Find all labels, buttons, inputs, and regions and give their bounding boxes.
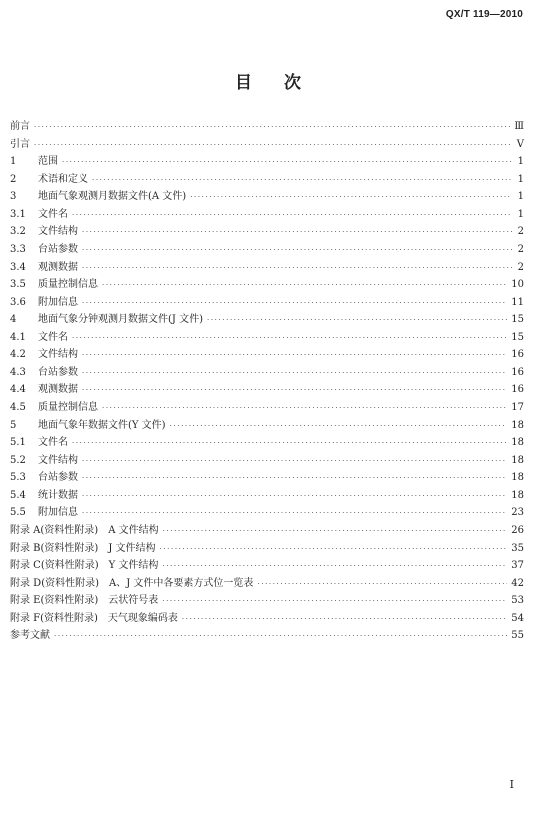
toc-leader-dots [162, 562, 507, 570]
toc-entry-text: 观测数据 [38, 384, 78, 396]
toc-entry-label [10, 205, 68, 220]
toc-entry-page: 16 [511, 349, 524, 361]
toc-entry[interactable] [10, 293, 524, 311]
toc-entry-page: 26 [511, 524, 524, 536]
toc-entry-label [10, 135, 30, 150]
toc-entry-text: 附加信息 [38, 296, 78, 308]
toc-entry-text: 文件结构 [38, 349, 78, 361]
toc-leader-dots [82, 492, 507, 500]
toc-entry-page: Ⅲ [514, 121, 524, 132]
toc-entry-text: 引言 [10, 138, 30, 150]
toc-leader-dots [82, 246, 512, 254]
title-char-2: 次 [284, 73, 301, 93]
toc-entry[interactable] [10, 258, 524, 276]
toc-entry[interactable] [10, 609, 524, 627]
toc-entry-text: 附录 D(资料性附录) A、J 文件中各要素方式位一览表 [10, 577, 254, 589]
toc-entry[interactable] [10, 433, 524, 451]
toc-entry[interactable] [10, 556, 524, 574]
toc-entry-label [10, 222, 78, 237]
toc-leader-dots [82, 457, 507, 465]
toc-entry[interactable] [10, 363, 524, 381]
toc-leader-dots [102, 404, 507, 412]
toc-leader-dots [82, 264, 512, 272]
toc-entry-number: 3.6 [10, 296, 26, 308]
toc-entry[interactable] [10, 539, 524, 557]
toc-entry-number: 4.5 [10, 402, 26, 413]
toc-leader-dots [162, 597, 507, 605]
toc-entry-label [10, 556, 158, 571]
toc-entry-text: 地面气象年数据文件(Y 文件) [38, 419, 166, 431]
toc-entry[interactable] [10, 503, 524, 521]
toc-entry[interactable] [10, 187, 524, 205]
toc-entry-page: 18 [511, 419, 524, 431]
toc-leader-dots [72, 334, 507, 342]
toc-entry-text: 质量控制信息 [38, 402, 98, 413]
toc-entry-page: 16 [511, 366, 524, 378]
toc-entry-number: 4 [10, 314, 17, 326]
toc-leader-dots [82, 351, 507, 359]
toc-entry-number: 3.4 [10, 261, 26, 273]
toc-entry-label [10, 398, 98, 413]
toc-entry-number: 3.1 [10, 208, 26, 220]
toc-leader-dots [34, 123, 510, 131]
toc-entry-page: 18 [511, 437, 524, 449]
toc-leader-dots [102, 281, 507, 289]
toc-entry-number: 3.2 [10, 226, 26, 238]
toc-entry-text: 附录 C(资料性附录) Y 文件结构 [10, 560, 159, 572]
toc-entry-label [10, 328, 68, 343]
toc-entry[interactable] [10, 240, 524, 258]
toc-entry[interactable] [10, 451, 524, 469]
toc-entry-label [10, 574, 253, 589]
toc-entry-page: 1 [517, 156, 524, 168]
toc-entry-page: 18 [511, 454, 524, 466]
toc-entry[interactable] [10, 345, 524, 363]
standard-code: QX/T 119—2010 [445, 9, 523, 20]
toc-entry-text: 地面气象观测月数据文件(A 文件) [38, 191, 187, 203]
toc-entry-label [10, 170, 88, 185]
toc-entry-page: 17 [511, 402, 524, 413]
toc-entry-label [10, 486, 78, 501]
toc-entry-page: 18 [511, 472, 524, 484]
toc-entry[interactable] [10, 626, 524, 644]
toc-entry-text: 范围 [38, 156, 58, 168]
toc-entry-number: 4.3 [10, 366, 26, 378]
title-char-1: 目 [235, 73, 252, 93]
toc-leader-dots [92, 176, 512, 184]
toc-entry-page: 37 [511, 560, 524, 572]
toc-entry-label [10, 240, 78, 255]
toc-entry-text: 附录 A(资料性附录) A 文件结构 [10, 524, 159, 536]
toc-leader-dots [72, 211, 512, 219]
toc-entry-label [10, 345, 78, 360]
page-title [0, 68, 536, 93]
toc-leader-dots [163, 527, 508, 535]
toc-entry-number: 5 [10, 419, 17, 431]
toc-entry[interactable] [10, 468, 524, 486]
toc-entry-page: 10 [511, 279, 524, 291]
toc-entry-text: 文件结构 [38, 454, 78, 466]
toc-entry-label [10, 521, 159, 536]
toc-entry-page: 1 [517, 173, 524, 185]
toc-leader-dots [72, 439, 507, 447]
toc-entry-page: 2 [517, 226, 524, 238]
toc-entry-label [10, 539, 156, 554]
toc-entry[interactable] [10, 380, 524, 398]
toc-leader-dots [82, 228, 512, 236]
toc-entry-page: 11 [511, 296, 524, 308]
toc-entry-number: 4.1 [10, 331, 26, 343]
toc-entry-number: 5.3 [10, 472, 26, 484]
toc-entry[interactable] [10, 310, 524, 328]
toc-entry-text: 文件名 [38, 331, 68, 343]
toc-entry-text: 质量控制信息 [38, 279, 98, 291]
toc-entry-label [10, 626, 50, 641]
toc-entry-number: 1 [10, 156, 17, 168]
toc-entry[interactable] [10, 205, 524, 223]
toc-entry-page: Ⅴ [516, 138, 524, 150]
toc-entry[interactable] [10, 398, 524, 416]
toc-entry-page: 18 [511, 489, 524, 501]
toc-entry-number: 4.4 [10, 384, 26, 396]
toc-leader-dots [207, 316, 507, 324]
toc-leader-dots [160, 545, 508, 553]
toc-entry-page: 16 [511, 384, 524, 396]
toc-entry-page: 54 [511, 612, 524, 624]
toc-entry-label [10, 310, 203, 325]
toc-leader-dots [82, 299, 507, 307]
toc-entry-text: 附加信息 [38, 507, 78, 519]
toc-entry-label [10, 451, 78, 466]
toc-entry-page: 53 [511, 595, 524, 607]
toc-leader-dots [182, 615, 507, 623]
toc-entry-text: 地面气象分钟观测月数据文件(J 文件) [38, 314, 203, 326]
toc-entry-page: 2 [517, 243, 524, 255]
toc-entry[interactable] [10, 222, 524, 240]
toc-entry[interactable] [10, 152, 524, 170]
toc-leader-dots [62, 158, 512, 166]
toc-entry-number: 5.2 [10, 454, 26, 466]
toc-entry-text: 附录 B(资料性附录) J 文件结构 [10, 542, 156, 554]
toc-entry-text: 附录 F(资料性附录) 天气现象编码表 [10, 612, 178, 624]
toc-entry-text: 前言 [10, 121, 30, 132]
toc-leader-dots [170, 422, 508, 430]
toc-entry[interactable] [10, 416, 524, 434]
toc-leader-dots [190, 193, 512, 201]
toc-entry-text: 台站参数 [38, 243, 78, 255]
toc-entry-label [10, 275, 98, 290]
table-of-contents [10, 117, 524, 644]
toc-leader-dots [54, 632, 507, 640]
toc-entry-label [10, 117, 30, 132]
toc-entry-page: 15 [511, 331, 524, 343]
toc-entry-label [10, 380, 78, 395]
toc-entry-text: 参考文献 [10, 630, 50, 642]
toc-entry-number: 4.2 [10, 349, 26, 361]
toc-entry-label [10, 293, 78, 308]
page-number: Ⅰ [509, 778, 514, 791]
toc-entry-label [10, 363, 78, 378]
toc-entry-number: 5.5 [10, 507, 26, 519]
toc-entry-label [10, 416, 166, 431]
toc-entry-label [10, 468, 78, 483]
toc-entry-number: 5.1 [10, 437, 26, 449]
toc-entry[interactable] [10, 275, 524, 293]
toc-leader-dots [257, 580, 507, 588]
toc-entry[interactable] [10, 486, 524, 504]
toc-entry-number: 3.3 [10, 243, 26, 255]
toc-entry[interactable] [10, 117, 524, 135]
toc-entry-text: 文件结构 [38, 226, 78, 238]
toc-entry-number: 5.4 [10, 489, 26, 501]
toc-entry-label [10, 609, 178, 624]
toc-leader-dots [34, 141, 512, 149]
toc-entry-number: 3.5 [10, 279, 26, 291]
toc-entry[interactable] [10, 170, 524, 188]
toc-entry-text: 附录 E(资料性附录) 云状符号表 [10, 595, 159, 607]
toc-entry-label [10, 258, 78, 273]
toc-entry-page: 55 [511, 630, 524, 642]
toc-entry-text: 台站参数 [38, 366, 78, 378]
toc-leader-dots [82, 386, 507, 394]
toc-entry-page: 1 [517, 191, 524, 203]
toc-entry-page: 23 [511, 507, 524, 519]
toc-entry-label [10, 433, 68, 448]
toc-entry[interactable] [10, 521, 524, 539]
toc-entry[interactable] [10, 574, 524, 592]
toc-leader-dots [82, 474, 507, 482]
toc-entry-number: 3 [10, 191, 17, 203]
toc-entry-text: 术语和定义 [38, 173, 88, 185]
toc-entry-label [10, 503, 78, 518]
toc-entry-page: 15 [511, 314, 524, 326]
toc-entry[interactable] [10, 328, 524, 346]
toc-leader-dots [82, 509, 507, 517]
toc-entry-label [10, 152, 58, 167]
toc-leader-dots [82, 369, 507, 377]
toc-entry-text: 统计数据 [38, 489, 78, 501]
toc-entry-page: 42 [511, 577, 524, 589]
toc-entry-label [10, 591, 158, 606]
toc-entry[interactable] [10, 135, 524, 153]
toc-entry-text: 文件名 [38, 208, 68, 220]
toc-entry-page: 1 [517, 208, 524, 220]
toc-entry-text: 台站参数 [38, 472, 78, 484]
toc-entry-text: 文件名 [38, 437, 68, 449]
toc-entry-page: 35 [511, 542, 524, 554]
toc-entry-label [10, 187, 186, 202]
toc-entry-number: 2 [10, 173, 17, 185]
toc-entry-page: 2 [517, 261, 524, 273]
toc-entry[interactable] [10, 591, 524, 609]
toc-entry-text: 观测数据 [38, 261, 78, 273]
